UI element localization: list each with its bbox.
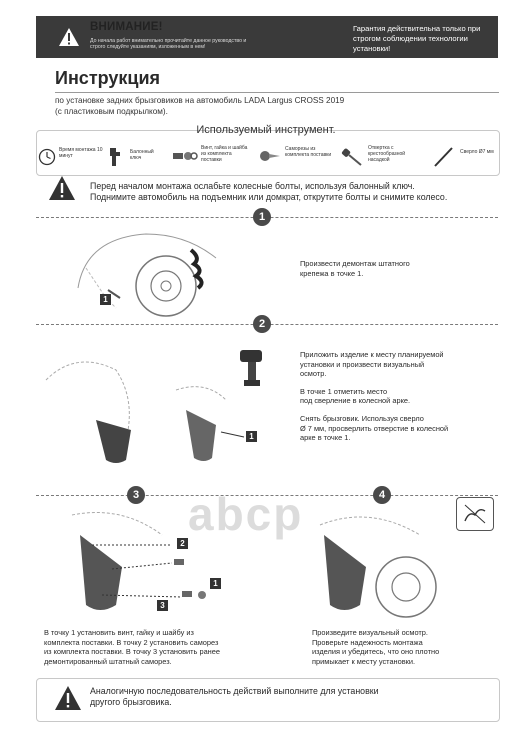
installed-mudflap-illustration: [310, 505, 450, 625]
pre-install-warning: [90, 181, 500, 203]
subtitle-line: по установке задних брызговиков на автомобиль LADA Largus CROSS 2019: [55, 96, 345, 105]
tool-item-drill: [432, 144, 494, 170]
step-line: комплекта поставки. В точку 2 установить саморез: [44, 637, 219, 647]
step-line: установки и произвести визуальный: [300, 359, 425, 369]
callout-point-1: 1: [210, 578, 221, 589]
tool-item-time: [38, 144, 102, 170]
document-subtitle: [55, 95, 495, 117]
step-line: демонтированный штатный саморез.: [44, 656, 172, 666]
subtitle-line: (с пластиковым подкрылком).: [55, 107, 168, 116]
step-line: из комплекта поставки. В точку 3 установить ранее: [44, 647, 220, 657]
tool-item-screw: [259, 144, 337, 170]
title-divider: [55, 92, 499, 93]
document-title: Инструкция: [55, 68, 161, 88]
step-line: Снять брызговик. Используя сверло: [300, 413, 424, 423]
final-warning: [90, 686, 490, 708]
tool-item-bolt-set: [172, 144, 254, 170]
tools-heading: Используемый инструмент.: [196, 124, 336, 136]
callout-point-3: 3: [157, 600, 168, 611]
step-line: арке в точке 1.: [300, 433, 351, 443]
warning-line: Поднимите автомобиль на подъемник или домкрат, открутите болты и снимите колесо.: [90, 192, 448, 202]
warning-line: Перед началом монтажа ослабьте колесные болты, используя балонный ключ.: [90, 181, 415, 191]
inspection-icon-box: [456, 497, 494, 531]
tool-label: Саморезы из комплекта поставки: [285, 146, 332, 158]
clock-icon: [38, 148, 56, 166]
tool-label: Время монтажа 10 минут: [59, 147, 103, 159]
callout-point-1: 1: [100, 294, 111, 305]
step-2-text: [300, 350, 510, 443]
step-line: под сверление в колесной арке.: [300, 396, 411, 406]
step-line: изделия и убедитесь, что оно плотно: [312, 647, 440, 657]
tool-label: Сверло Ø7 мм: [460, 149, 494, 155]
banner-guarantee: Гарантия действительна только при строгом соблюдении технологии установки!: [353, 24, 481, 53]
watermark: аbсp: [188, 488, 304, 540]
step-badge-2: 2: [253, 315, 271, 333]
warning-triangle-icon: [58, 27, 80, 47]
step-line: Ø 7 мм, просверлить отверстие в колесной: [300, 423, 449, 433]
step-badge-4: 4: [373, 486, 391, 504]
step-line: Проверьте надежность монтажа: [312, 637, 423, 647]
step-line: Произведите визуальный осмотр.: [312, 628, 428, 637]
step-line: В точке 1 отметить место: [300, 386, 388, 396]
banner-note: До начала работ внимательно прочитайте данное руководство и строго следуйте указаниям, изложенным в нем!: [90, 38, 247, 51]
step-badge-1: 1: [253, 208, 271, 226]
tool-label: Винт, гайка и шайба из комплекта поставки: [201, 145, 248, 163]
step-line: Произвести демонтаж штатного: [300, 259, 410, 268]
tool-item-wrench: [106, 144, 166, 170]
drill-bit-icon: [432, 145, 456, 169]
tool-label: Балонный ключ: [130, 149, 154, 161]
warning-triangle-icon: [54, 685, 82, 711]
step-1-text: [300, 259, 500, 278]
callout-point-2: 2: [177, 538, 188, 549]
step-4-text: [312, 628, 502, 666]
drill-icon: [236, 348, 266, 388]
warning-triangle-icon: [48, 175, 76, 201]
step-line: осмотр.: [300, 369, 327, 379]
screwdriver-icon: [341, 146, 365, 168]
tool-item-screwdriver: [341, 144, 427, 170]
step-line: Приложить изделие к месту планируемой: [300, 350, 444, 359]
step-line: крепежа в точке 1.: [300, 268, 364, 278]
mudflap-mounting-illustration: [62, 505, 232, 625]
tool-label: Отвертка с крестообразной насадкой: [368, 145, 406, 163]
callout-point-1: 1: [246, 431, 257, 442]
screw-icon: [259, 148, 281, 164]
mudflap-fitting-illustration: [36, 340, 266, 480]
step-3-text: [44, 628, 284, 666]
warning-line: Аналогичную последовательность действий выполните для установки: [90, 686, 379, 696]
step-line: В точку 1 установить винт, гайку и шайбу из: [44, 628, 194, 637]
bolt-set-icon: [172, 147, 198, 167]
wheel-wrench-icon: [106, 146, 126, 168]
banner-title: ВНИМАНИЕ!: [90, 21, 163, 33]
wheel-arch-illustration: [76, 228, 226, 318]
warning-line: другого брызговика.: [90, 697, 172, 707]
hand-check-icon: [461, 501, 489, 527]
step-line: примыкает к месту установки.: [312, 656, 416, 666]
step-badge-3: 3: [127, 486, 145, 504]
